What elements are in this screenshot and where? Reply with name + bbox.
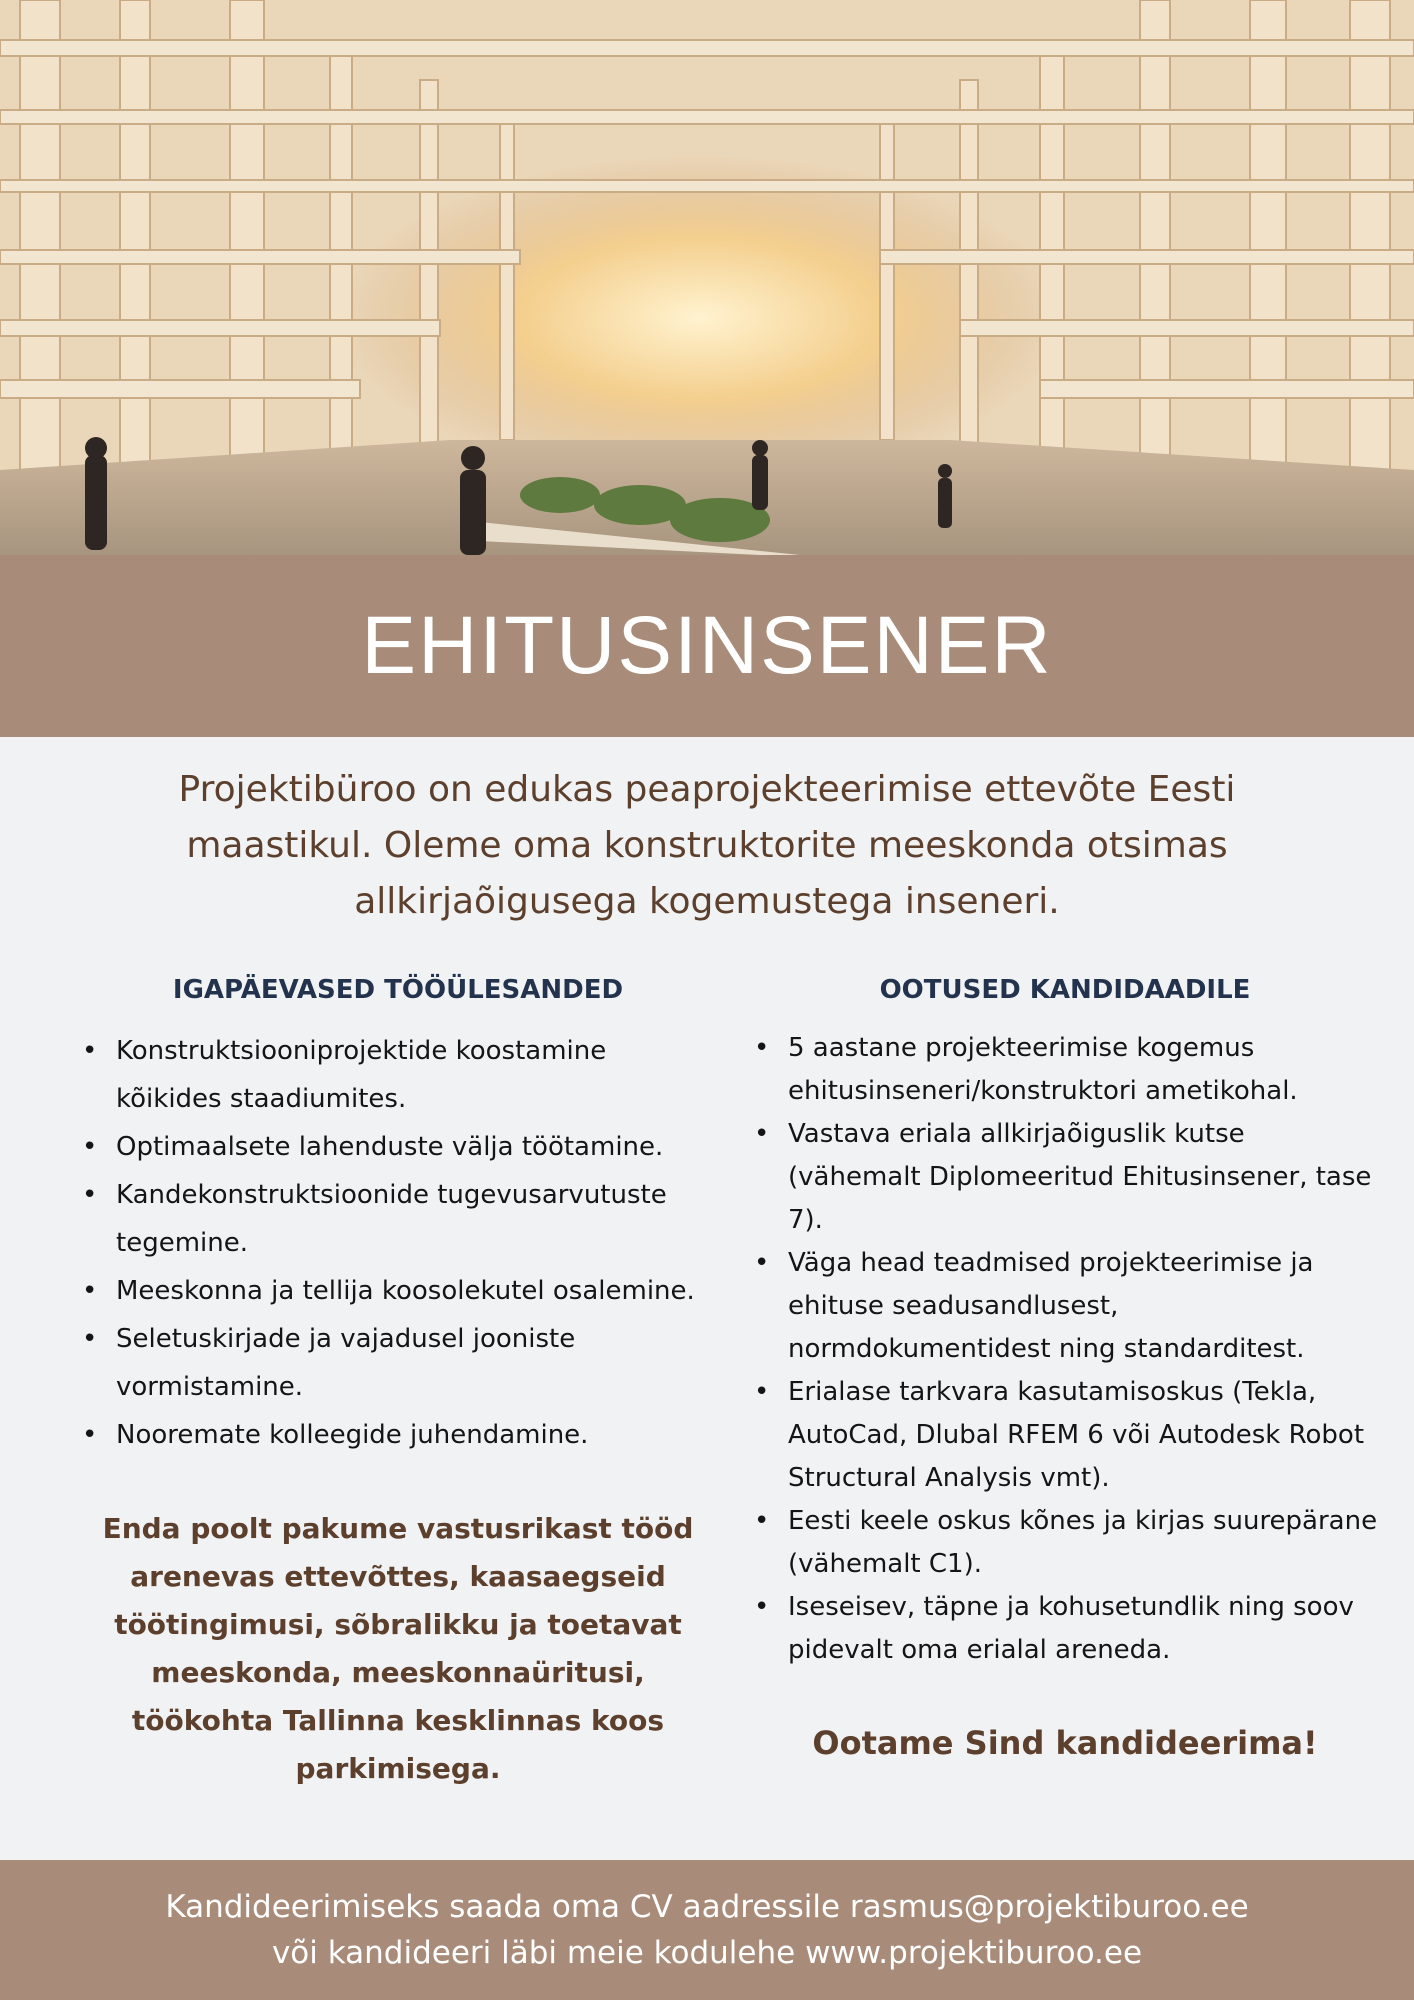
expectations-list xyxy=(750,1027,1380,1672)
footer-website-line: või kandideeri läbi meie kodulehe www.projektiburoo.ee xyxy=(271,1935,1143,1971)
list-item: • Meeskonna ja tellija koosolekutel osalemine. xyxy=(78,1267,718,1315)
list-item: • Nooremate kolleegide juhendamine. xyxy=(78,1411,718,1459)
bullet-icon: • xyxy=(82,1324,98,1354)
list-item: • Väga head teadmised projekteerimise ja ehituse seadusandlusest, normdokumentidest ning standarditest. xyxy=(750,1242,1380,1371)
expectations-column xyxy=(750,975,1380,1762)
title-band xyxy=(0,555,1414,737)
bullet-icon: • xyxy=(82,1420,98,1450)
bullet-icon: • xyxy=(82,1276,98,1306)
bullet-icon: • xyxy=(754,1119,770,1149)
expectations-heading: OOTUSED KANDIDAADILE xyxy=(879,975,1251,1005)
list-item: • Erialase tarkvara kasutamisoskus (Tekla, AutoCad, Dlubal RFEM 6 või Autodesk Robot Structural Analysis vmt). xyxy=(750,1371,1380,1500)
bullet-icon: • xyxy=(82,1132,98,1162)
intro-paragraph: Projektibüroo on edukas peaprojekteerimise ettevõte Eesti maastikul. Oleme oma konstruktorite meeskonda otsimas allkirjaõigusega kogemustega inseneri. xyxy=(178,769,1236,922)
list-item: • Konstruktsiooniprojektide koostamine kõikides staadiumites. xyxy=(78,1027,718,1123)
list-item: • Seletuskirjade ja vajadusel jooniste vormistamine. xyxy=(78,1315,718,1411)
tasks-list xyxy=(78,1027,718,1459)
bullet-icon: • xyxy=(754,1248,770,1278)
job-title: EHITUSINSENER xyxy=(361,600,1053,691)
list-item: • Optimaalsete lahenduste välja töötamine. xyxy=(78,1123,718,1171)
footer xyxy=(0,1860,1414,2000)
bullet-icon: • xyxy=(82,1036,98,1066)
hero-image xyxy=(0,0,1414,555)
tasks-heading: IGAPÄEVASED TÖÖÜLESANDED xyxy=(172,975,624,1005)
list-item: • Eesti keele oskus kõnes ja kirjas suurepärane (vähemalt C1). xyxy=(750,1500,1380,1586)
bullet-icon: • xyxy=(754,1033,770,1063)
list-item: • 5 aastane projekteerimise kogemus ehitusinseneri/konstruktori ametikohal. xyxy=(750,1027,1380,1113)
timber-frame-illustration xyxy=(0,0,1414,555)
list-item: • Vastava eriala allkirjaõiguslik kutse (vähemalt Diplomeeritud Ehitusinsener, tase 7). xyxy=(750,1113,1380,1242)
bullet-icon: • xyxy=(754,1506,770,1536)
bullet-icon: • xyxy=(754,1592,770,1622)
bullet-icon: • xyxy=(754,1377,770,1407)
tasks-column xyxy=(78,975,718,1793)
footer-email-line: Kandideerimiseks saada oma CV aadressile rasmus@projektiburoo.ee xyxy=(165,1889,1249,1925)
list-item: • Iseseisev, täpne ja kohusetundlik ning soov pidevalt oma erialal areneda. xyxy=(750,1586,1380,1672)
list-item: • Kandekonstruktsioonide tugevusarvutuste tegemine. xyxy=(78,1171,718,1267)
call-to-action: Ootame Sind kandideerima! xyxy=(812,1724,1318,1762)
offer-paragraph: Enda poolt pakume vastusrikast tööd arenevas ettevõttes, kaasaegseid töötingimusi, sõbralikku ja toetavat meeskonda, meeskonnaüritusi, töökohta Tallinna kesklinnas koos parkimisega. xyxy=(102,1512,694,1785)
bullet-icon: • xyxy=(82,1180,98,1210)
